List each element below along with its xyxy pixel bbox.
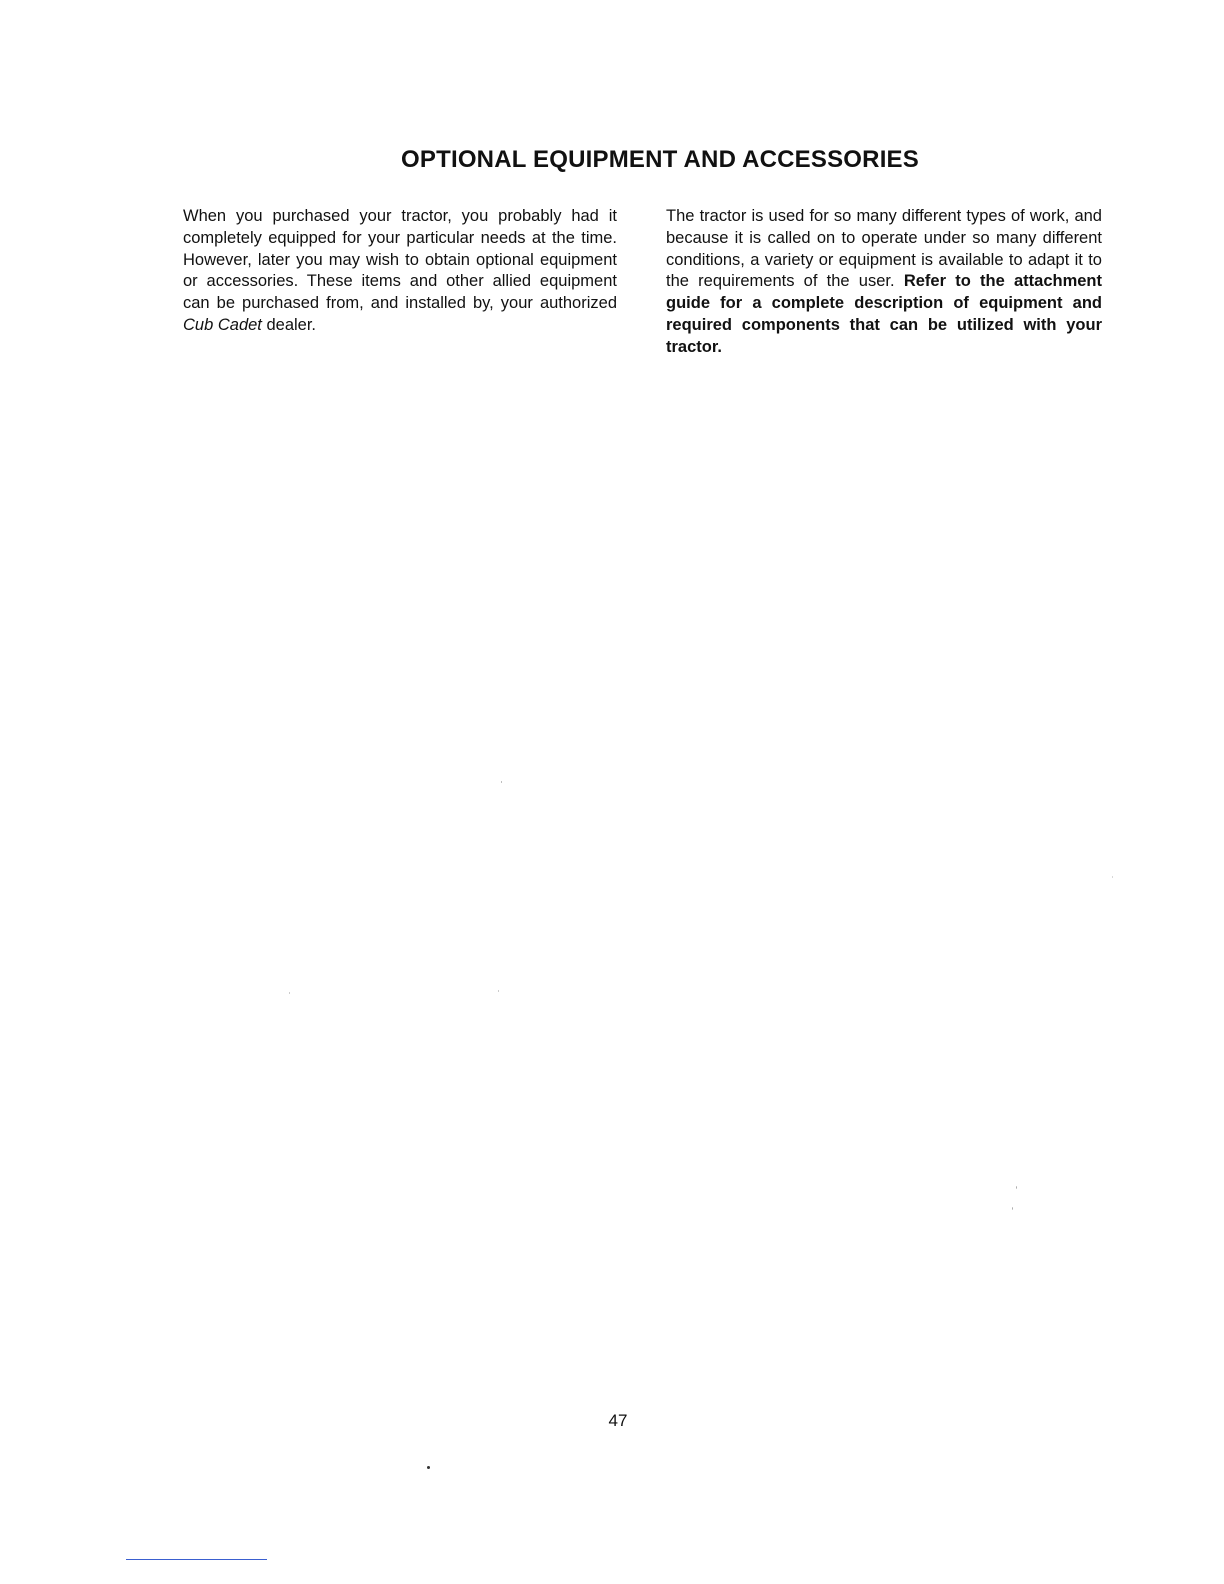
bottom-rule bbox=[126, 1559, 267, 1560]
attachment-guide-note: Refer to the attachment guide for a complete description of equipment and required components that can be utilized with your tractor. bbox=[666, 272, 1103, 356]
scan-speck bbox=[289, 992, 290, 994]
scan-speck bbox=[427, 1466, 430, 1469]
brand-name: Cub Cadet bbox=[183, 315, 262, 334]
scan-speck bbox=[1112, 876, 1113, 878]
intro-text-start: When you purchased your tractor, you probably had it completely equipped for your particular needs at the time. However, later you may wish to obtain optional equipment or accessories. These items and other allied equipment can be purchased from, and installed by, your authorized bbox=[183, 207, 617, 313]
scan-speck bbox=[1012, 1207, 1013, 1210]
equipment-text: The tractor is used for so many different types of work, and because it is called on to operate under so many different conditions, a variety or equipment is available to adapt it to the requirements of the user. bbox=[666, 207, 1102, 291]
scan-speck bbox=[498, 990, 499, 992]
intro-paragraph bbox=[183, 206, 617, 337]
scan-speck bbox=[1016, 1186, 1017, 1189]
equipment-paragraph bbox=[666, 206, 1102, 359]
intro-text-end: dealer. bbox=[261, 315, 317, 334]
page-title: OPTIONAL EQUIPMENT AND ACCESSORIES bbox=[401, 146, 919, 173]
scan-speck bbox=[501, 781, 502, 783]
page-number: 47 bbox=[608, 1411, 628, 1430]
